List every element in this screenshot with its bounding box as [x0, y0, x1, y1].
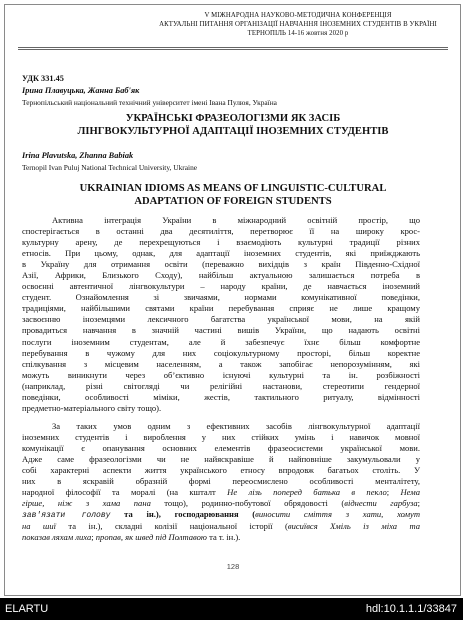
separator-text: ; — [91, 532, 96, 543]
body-text: та ін.), складні колізії національної історії ( — [56, 521, 288, 532]
body-line: культурну арену, де перехрещуються і взаємодіють культурні традиції різних — [22, 237, 420, 248]
page-number: 128 — [226, 562, 240, 571]
body-line: спілкування з місцевим населенням, а також запобігає непорозумінням, які — [22, 358, 420, 369]
idiom-text: гірше, ніж з хама пана — [22, 498, 151, 509]
body-line: освоєнні автентичної лінгвокультури – народу країни, де навчається іноземний — [22, 281, 420, 292]
title-ukrainian-line: ЛІНГВОКУЛЬТУРНОЇ АДАПТАЦІЇ ІНОЗЕМНИХ СТУДЕНТІВ — [77, 125, 389, 137]
body-line: в Україну для отримання освіти (переважно вихідців з країн Південно-Східної — [22, 259, 420, 270]
body-line: перебування в чужому для них соціокультурному просторі, більш коректне — [22, 347, 420, 358]
idiom-text: Нема — [400, 487, 420, 498]
body-text: народної філософії та моралі (на кшталт — [22, 487, 216, 498]
body-line — [22, 487, 420, 498]
header-line-2: АКТУАЛЬНІ ПИТАННЯ ОРГАНІЗАЦІЇ НАВЧАННЯ ІНОЗЕМНИХ СТУДЕНТІВ В УКРАЇНІ — [159, 21, 437, 28]
body-text: тощо), родинно-побутової обрядовості ( — [150, 498, 345, 509]
body-line: предметно-матеріального світу тощо). — [22, 402, 162, 413]
authors-english: Irina Plavutska, Zhanna Babiak — [22, 151, 134, 160]
header-line-3: ТЕРНОПІЛЬ 14-16 жовтня 2020 р — [247, 30, 349, 37]
body-line: студент. Ознайомлення зі звичаями, нормами комунікативної поведінки, — [22, 292, 420, 303]
idiom-text: виносити сміття з хати — [255, 509, 382, 520]
header-rule-secondary — [18, 49, 448, 50]
body-line — [22, 532, 420, 543]
idiom-text: хомут — [397, 509, 421, 520]
body-line: За таких умов одним з ефективних засобів лінгвокультурної адаптації — [52, 420, 420, 431]
idiom-text: показав ляхам лиха — [22, 532, 92, 543]
article-body — [22, 215, 420, 543]
body-line — [22, 521, 420, 532]
conference-header — [18, 11, 448, 38]
body-line: (наприклад, різні світогляді чи релігійні настанови, стереотипи гендерної — [22, 380, 420, 391]
title-ukrainian-line: УКРАЇНСЬКІ ФРАЗЕОЛОГІЗМИ ЯК ЗАСІБ — [125, 113, 341, 124]
affiliation-english: Ternopil Ivan Puluj National Technical University, Ukraine — [22, 163, 198, 172]
body-line — [22, 509, 420, 521]
authors-ukrainian: Ірина Плавуцька, Жанна Баб'як — [22, 86, 140, 95]
title-english — [18, 183, 448, 208]
body-text: та т. ін.). — [206, 532, 241, 543]
viewer-footer-bar — [0, 598, 463, 620]
paragraph-1 — [22, 215, 420, 414]
body-line: собі характерні аспекти життя українського етносу впродовж багатьох століть. У — [22, 465, 420, 476]
idiom-text: висиївся Хміль із міха та — [287, 521, 420, 532]
title-ukrainian — [18, 113, 448, 138]
idiom-text: пропав, як швед під Полтавою — [95, 532, 207, 543]
body-line: комунікації є опанування основних елементів фразеосистеми української мови. — [22, 442, 420, 453]
body-line: Активна інтеграція України в міжнародний освітній простір, що — [52, 215, 420, 225]
paragraph-2 — [22, 421, 420, 544]
body-text: та ін.), господарювання ( — [110, 509, 256, 520]
header-rule — [18, 47, 448, 48]
body-line: спостерігається в останні два десятиліття, перетворює її на широку крос- — [22, 226, 420, 237]
idiom-text: віднести гарбуза — [344, 498, 418, 509]
body-line: провадиться навчання в значній частині вишів України, що надають освітні — [22, 325, 420, 336]
title-english-line: ADAPTATION OF FOREIGN STUDENTS — [134, 195, 332, 207]
affiliation-ukrainian: Тернопільський національний технічний університет імені Івана Пулюя, Україна — [22, 98, 277, 107]
body-line: Адже саме фразеологізми чи не найяскравіше й найповніше закумульовали у — [22, 453, 420, 464]
idiom-text: на шиї — [22, 521, 57, 532]
idiom-text: Не лізь поперед батька в пекло — [227, 487, 387, 498]
body-line: Азії, Африки, Близького Сходу), найбільш актуальною залишається потреба в — [22, 270, 420, 281]
body-line: поведінки, особливості міміки, жестів, тактильного ритуалу, відмінності — [22, 391, 420, 402]
page-content — [18, 5, 448, 571]
separator-text: ; — [386, 487, 401, 498]
title-english-line: UKRAINIAN IDIOMS AS MEANS OF LINGUISTIC-CULTURAL — [79, 183, 387, 194]
body-line — [22, 498, 420, 509]
separator-text: , — [381, 509, 398, 520]
body-text: ; — [417, 498, 420, 509]
body-line: них в яскравій образній формі переосмислено особливості менталітету, — [22, 476, 420, 487]
udk-code: УДК 331.45 — [22, 74, 64, 83]
body-line: традиціями, найбільшими святами країни перебування сприяє не лише кращому — [22, 303, 420, 314]
body-line: іноземних студентів і вироблення у них стійких умінь і навичок мовної — [22, 431, 420, 442]
handle-link[interactable]: hdl:10.1.1.1/33847 — [365, 603, 457, 615]
body-line: засвоєнню іноземцями лексичного багатства української мови, на якій — [22, 314, 420, 325]
body-line: послуги іноземним студентам, але й забезпечує їхнє більш комфортне — [22, 336, 420, 347]
header-line-1: V МІЖНАРОДНА НАУКОВО-МЕТОДИЧНА КОНФЕРЕНЦІЯ — [204, 12, 392, 19]
repository-name: ELARTU — [5, 603, 49, 615]
idiom-text: зав'язати голову — [22, 511, 111, 521]
body-line: можуть виникнути через об’єктивно існуючі культурні та ін. розбіжності — [22, 369, 420, 380]
body-line: етносів. При цьому, однак, для адаптації іноземних студентів, які приїжджають — [22, 248, 420, 259]
document-page — [4, 4, 461, 596]
